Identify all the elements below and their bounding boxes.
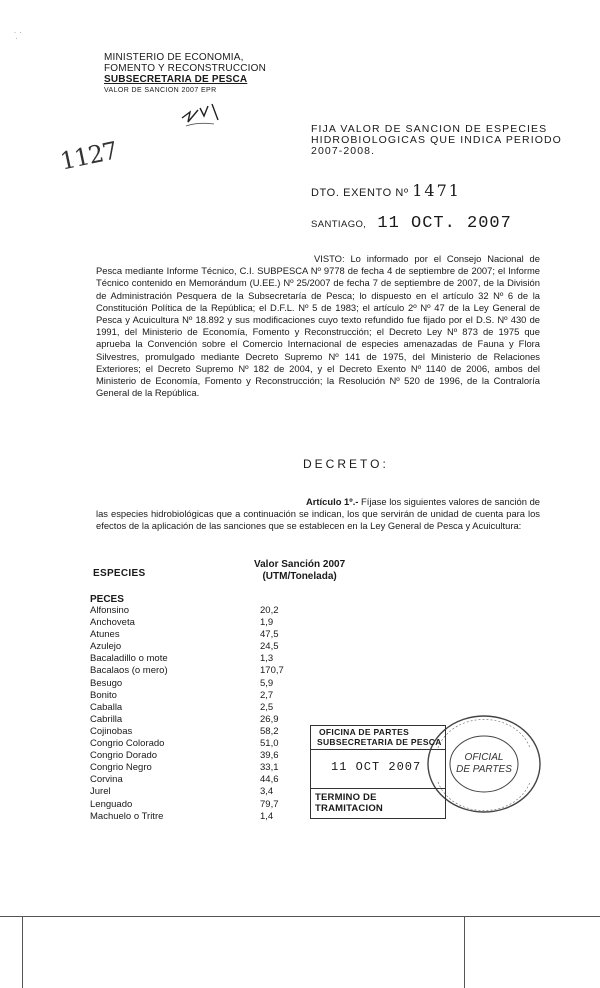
sanction-value: 2,7	[260, 689, 274, 701]
species-name: Bacalaos (o mero)	[90, 665, 168, 677]
species-name: Atunes	[90, 629, 120, 641]
sanction-value: 47,5	[260, 629, 279, 641]
table-row	[90, 774, 290, 786]
oficina-de-partes-stamp	[310, 725, 446, 819]
table-row	[90, 641, 290, 653]
species-name: Congrio Dorado	[90, 750, 158, 762]
table-row	[90, 629, 290, 641]
table-row	[90, 811, 290, 823]
ministry-line2: FOMENTO Y RECONSTRUCCION	[104, 63, 267, 74]
sanction-value: 26,9	[260, 713, 279, 725]
document-title	[311, 124, 562, 157]
sanction-value: 5,9	[260, 677, 274, 689]
dto-number: 1471	[412, 181, 461, 200]
table-row	[90, 750, 290, 762]
scan-specks: · · ·	[14, 30, 22, 42]
articulo-label: Artículo 1º.-	[306, 496, 359, 507]
table-row	[90, 738, 290, 750]
species-name: Azulejo	[90, 641, 122, 653]
table-row	[90, 605, 290, 617]
species-name: Machuelo o Tritre	[90, 810, 164, 822]
seal-center-line2: DE PARTES	[456, 764, 512, 775]
table-row	[90, 799, 290, 811]
table-row	[90, 714, 290, 726]
title-line2: HIDROBIOLOGICAS QUE INDICA PERIODO	[311, 134, 562, 146]
sanction-value: 170,7	[260, 665, 284, 677]
species-name: Bacaladillo o mote	[90, 653, 168, 665]
stamp-termino: TERMINO DE TRAMITACION	[315, 792, 383, 814]
species-name: Besugo	[90, 677, 123, 689]
table-row	[90, 653, 290, 665]
species-name: Anchoveta	[90, 617, 135, 629]
species-name: Lenguado	[90, 798, 133, 810]
sanction-value: 24,5	[260, 641, 279, 653]
stamp-date: 11 OCT 2007	[331, 760, 422, 774]
table-row	[90, 786, 290, 798]
stamp-office-line: OFICINA DE PARTES	[319, 727, 410, 737]
table-row	[90, 702, 290, 714]
stamp-subsecretaria-line: SUBSECRETARIA DE PESCA	[317, 737, 442, 747]
subsecretaria-label: SUBSECRETARIA DE PESCA	[104, 74, 248, 85]
table-row	[90, 617, 290, 629]
table-row	[90, 726, 290, 738]
articulo-text: Fíjase los siguientes valores de sanción de las especies hidrobiológicas que a continuación se indican, los que servirán de unidad de cuenta para los efectos de la aplicación de las sanciones que se establecen en la Ley General de Pesca y Acuicultura:	[96, 496, 540, 532]
value-header-line2: (UTM/Tonelada)	[262, 571, 337, 582]
page-edge-line	[464, 916, 465, 988]
value-column-header	[254, 559, 345, 583]
sanction-value: 39,6	[260, 750, 279, 762]
title-line3: 2007-2008.	[311, 145, 376, 157]
table-row	[90, 690, 290, 702]
sanction-value: 1,3	[260, 653, 274, 665]
stamp-divider	[311, 749, 445, 750]
valor-sancion-line: VALOR DE SANCION 2007 EPR	[104, 87, 217, 94]
handwritten-number: 1127	[57, 136, 120, 176]
species-column-header: ESPECIES	[93, 568, 146, 579]
ministry-header	[104, 52, 266, 96]
species-name: Bonito	[90, 689, 117, 701]
species-name: Alfonsino	[90, 605, 130, 616]
value-header-line1: Valor Sanción 2007	[254, 559, 346, 570]
species-name: Jurel	[90, 786, 111, 798]
santiago-label: SANTIAGO,	[311, 219, 367, 230]
signature-initials	[178, 96, 238, 136]
decree-number	[311, 181, 461, 200]
table-row	[90, 665, 290, 677]
sanction-value: 44,6	[260, 774, 279, 786]
species-name: Corvina	[90, 774, 123, 786]
sanction-value: 33,1	[260, 762, 279, 774]
sanction-value: 2,5	[260, 701, 274, 713]
dto-label: DTO. EXENTO Nº	[311, 187, 409, 199]
stamp-divider	[311, 788, 445, 789]
species-name: Congrio Negro	[90, 762, 152, 774]
species-name: Cojinobas	[90, 725, 133, 737]
species-name: Cabrilla	[90, 713, 123, 725]
sanction-value: 1,9	[260, 617, 274, 629]
decree-date-stamp: 11 OCT. 2007	[377, 214, 512, 233]
sanction-value: 20,2	[260, 605, 279, 616]
table-row	[90, 678, 290, 690]
santiago-date	[311, 214, 512, 233]
sanction-value: 79,7	[260, 798, 279, 810]
title-line1: FIJA VALOR DE SANCION DE ESPECIES	[311, 123, 548, 135]
seal-center-line1: OFICIAL	[464, 752, 504, 763]
sanction-value: 51,0	[260, 738, 279, 750]
sanction-value: 1,4	[260, 810, 274, 822]
articulo-1-paragraph	[96, 496, 540, 533]
species-name: Congrio Colorado	[90, 738, 165, 750]
decreto-heading: DECRETO:	[303, 457, 389, 471]
sanction-value: 58,2	[260, 725, 279, 737]
group-label-peces: PECES	[90, 594, 124, 605]
sanction-value: 3,4	[260, 786, 274, 798]
page-fold-line	[0, 916, 600, 917]
table-row	[90, 762, 290, 774]
species-name: Caballa	[90, 701, 123, 713]
species-table	[90, 605, 290, 823]
page-edge-line	[22, 916, 23, 988]
visto-paragraph: VISTO: Lo informado por el Consejo Nacional de Pesca mediante Informe Técnico, C.I. SUBPESCA Nº 9778 de fecha 4 de septiembre de 2007; el Informe Técnico contenido en Memorándum (U.EE.) Nº 25/2007 de fecha 7 de septiembre de 2007, de la División de Administración Pesquera de la Subsecretaría de Pesca; lo dispuesto en el artículo 32 Nº 6 de la Constitución Política de la República; el D.F.L. Nº 5 de 1983; el artículo 2º Nº 47 de la Ley General de Pesca y Acuicultura Nº 18.892 y sus modificaciones cuyo texto refundido fue fijado por el D.S. Nº 430 de 1991, del Ministerio de Economía, Fomento y Reconstrucción; el Decreto Ley Nº 873 de 1975 que aprueba la Convención sobre el Comercio Internacional de especies amenazadas de Fauna y Flora Silvestres, promulgado mediante Decreto Supremo Nº 141 de 1975, del Ministerio de Relaciones Exteriores; el Decreto Supremo Nº 182 de 2004, y el Decreto Exento Nº 1140 de 2006, ambos del Ministerio de Economía, Fomento y Reconstrucción; la Resolución Nº 520 de 1996, de la Contraloría General de la República.	[96, 253, 540, 399]
ministry-line1: MINISTERIO DE ECONOMIA,	[104, 52, 244, 63]
